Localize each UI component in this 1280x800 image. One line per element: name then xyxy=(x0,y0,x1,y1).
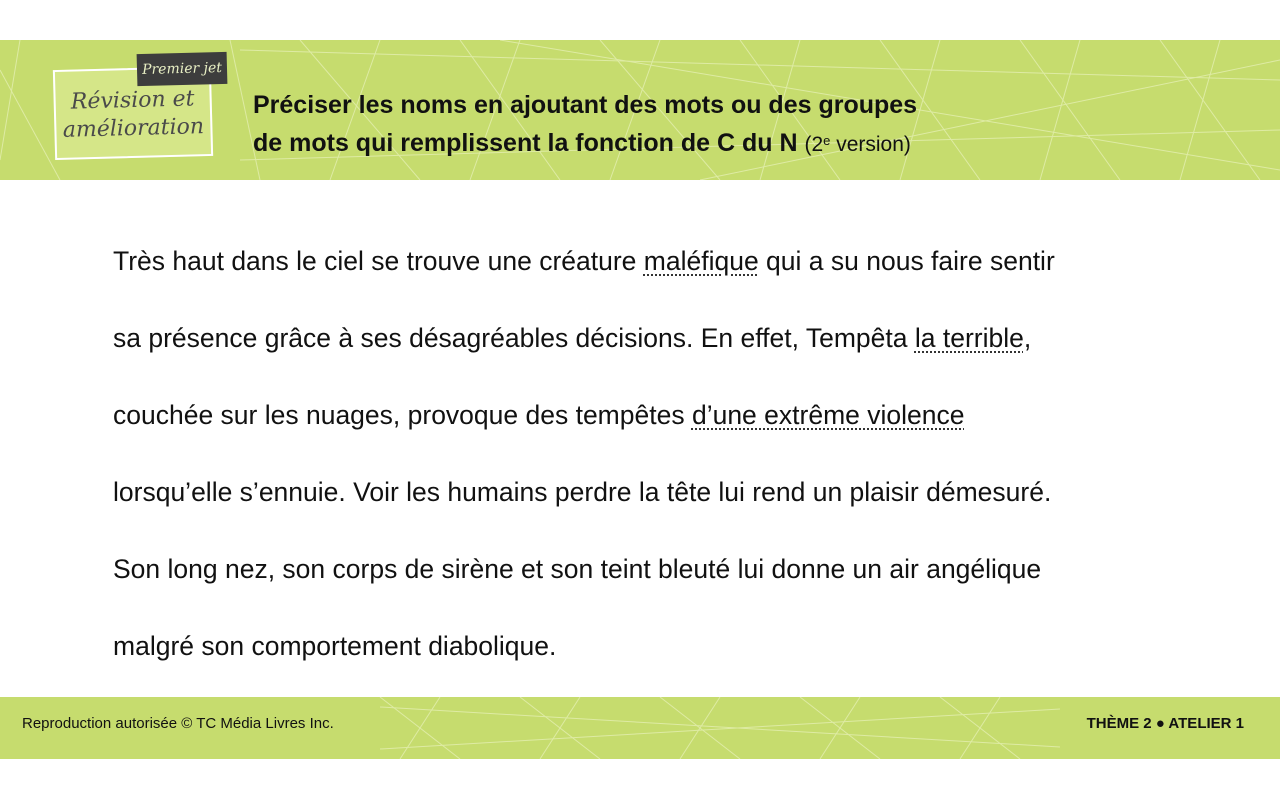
premier-jet-tag: Premier jet xyxy=(137,52,228,86)
text-segment: Très haut dans le ciel se trouve une créature xyxy=(113,246,644,276)
theme-atelier-label: THÈME 2 ● ATELIER 1 xyxy=(1086,715,1244,732)
title-line-2 xyxy=(253,124,1153,164)
cn-highlight: d’une extrême violence xyxy=(691,400,965,430)
version-close: version) xyxy=(830,133,911,156)
page-title xyxy=(253,86,1153,164)
text-segment: , xyxy=(1023,323,1032,353)
paragraph xyxy=(113,223,1193,685)
text-segment: sa présence grâce à ses désagréables décisions. En effet, Tempêta xyxy=(113,323,915,353)
text-line-4: lorsqu’elle s’ennuie. Voir les humains perdre la tête lui rend un plaisir démesuré. xyxy=(113,477,1052,507)
text-segment: couchée sur les nuages, provoque des tempêtes xyxy=(113,400,692,430)
version-superscript: e xyxy=(823,133,831,148)
text-segment: qui a su nous faire sentir xyxy=(758,246,1055,276)
text-line-5: Son long nez, son corps de sirène et son teint bleuté lui donne un air angélique xyxy=(113,554,1042,584)
title-version xyxy=(804,133,910,156)
version-open: (2 xyxy=(804,133,824,156)
cn-highlight: maléfique xyxy=(643,246,759,276)
copyright-text: Reproduction autorisée © TC Média Livres Inc. xyxy=(22,715,334,732)
title-line-2-text: de mots qui remplissent la fonction de C du N xyxy=(253,129,798,157)
cn-highlight: la terrible xyxy=(914,323,1024,353)
text-line-2 xyxy=(113,300,1193,377)
footer-band xyxy=(0,697,1280,759)
title-line-1: Préciser les noms en ajoutant des mots ou des groupes xyxy=(253,91,918,119)
text-line-6: malgré son comportement diabolique. xyxy=(113,631,557,661)
badge-line-2: amélioration xyxy=(62,114,205,143)
text-line-3 xyxy=(113,377,1193,454)
badge-line-1: Révision et xyxy=(70,86,195,115)
text-line-1 xyxy=(113,223,1193,300)
